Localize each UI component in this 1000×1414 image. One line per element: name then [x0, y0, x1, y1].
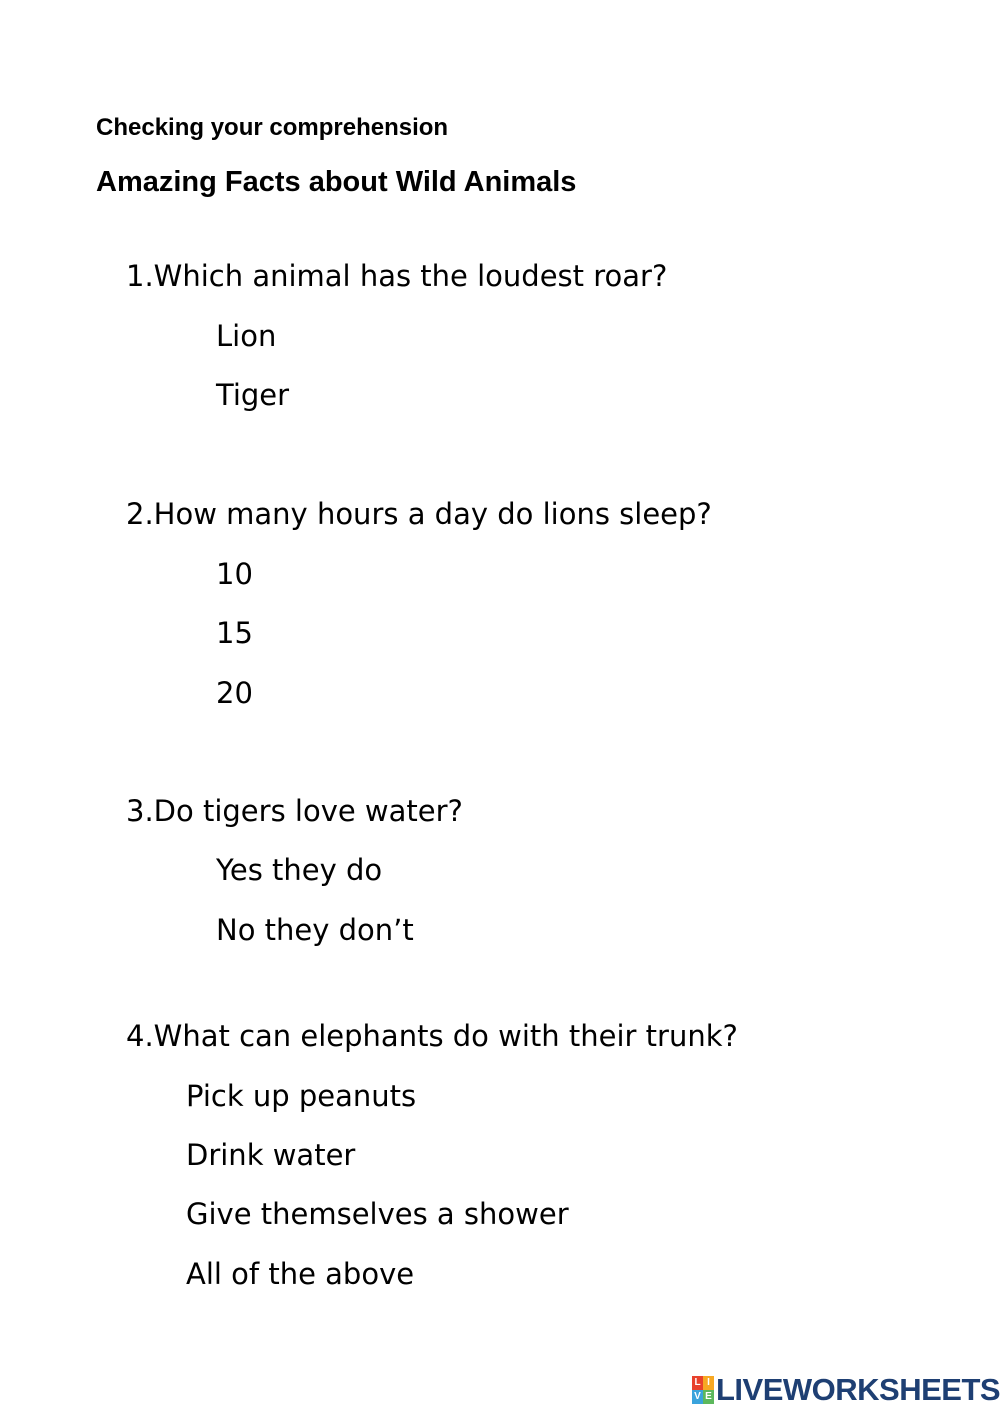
question-number: 3. [126, 794, 154, 828]
answer-option[interactable]: 10 [216, 557, 253, 591]
logo-mark-cell: L [692, 1376, 703, 1390]
question-label: Do tigers love water? [153, 794, 463, 828]
logo-mark-cell: V [692, 1390, 703, 1404]
answer-option[interactable]: Give themselves a shower [186, 1197, 569, 1231]
answer-option[interactable]: Yes they do [216, 853, 383, 887]
liveworksheets-logo-icon [692, 1376, 714, 1404]
answer-option[interactable]: 20 [216, 676, 253, 710]
logo-mark-cell: I [703, 1376, 714, 1390]
worksheet-title: Amazing Facts about Wild Animals [96, 166, 577, 198]
logo-mark-cell: E [703, 1390, 714, 1404]
answer-option[interactable]: Lion [216, 319, 277, 353]
question-number: 1. [126, 259, 154, 293]
worksheet-subtitle: Checking your comprehension [96, 114, 449, 141]
question-label: What can elephants do with their trunk? [153, 1019, 738, 1053]
question-number: 4. [126, 1019, 154, 1053]
question-number: 2. [126, 497, 154, 531]
question-label: Which animal has the loudest roar? [153, 259, 668, 293]
answer-option[interactable]: 15 [216, 616, 253, 650]
question-text [126, 496, 712, 532]
answer-option[interactable]: Drink water [186, 1138, 356, 1172]
logo-wordmark: LIVEWORKSHEETS [716, 1372, 1000, 1407]
question-text [126, 1018, 738, 1054]
question-label: How many hours a day do lions sleep? [153, 497, 712, 531]
answer-option[interactable]: All of the above [186, 1257, 415, 1291]
answer-option[interactable]: No they don’t [216, 913, 414, 947]
answer-option[interactable]: Tiger [216, 378, 290, 412]
liveworksheets-logo [692, 1372, 1000, 1408]
question-text [126, 793, 463, 829]
answer-option[interactable]: Pick up peanuts [186, 1079, 417, 1113]
question-text [126, 258, 667, 294]
